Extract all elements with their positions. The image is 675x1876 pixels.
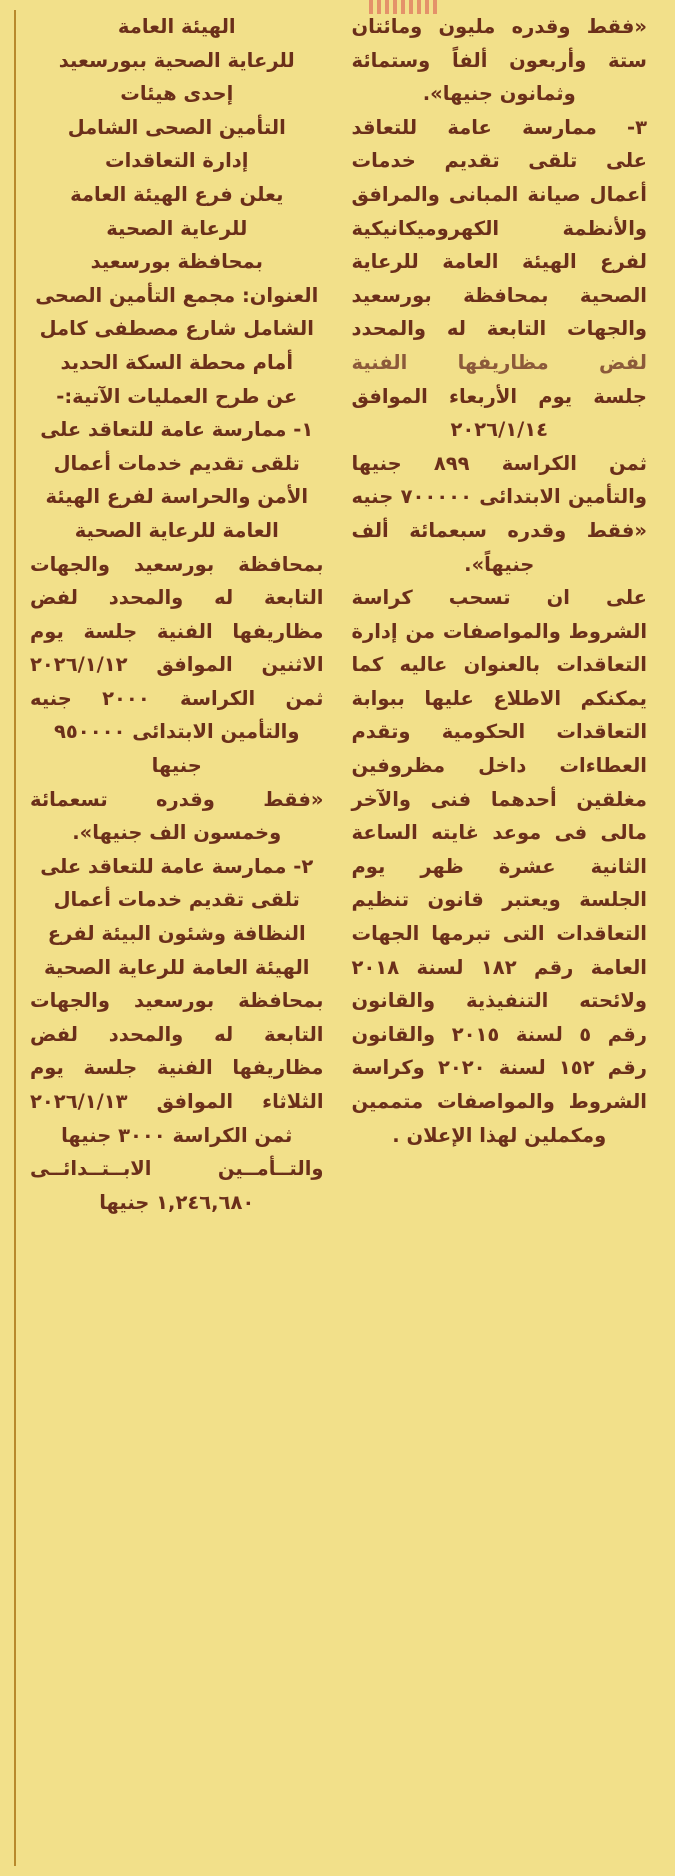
text-line: التأمين الصحى الشامل	[67, 115, 286, 139]
text-line: الثلاثاء الموافق ٢٠٢٦/١/١٣	[30, 1090, 324, 1113]
text-line: ١,٢٤٦,٦٨٠ جنيها	[99, 1190, 255, 1214]
text-line: بمحافظة بورسعيد والجهات	[30, 552, 324, 576]
text-line: النظافة وشئون البيئة لفرع	[47, 922, 306, 946]
text-line: جلسة يوم الأربعاء الموافق	[351, 384, 647, 408]
text-line: وثمانون جنيها».	[422, 82, 576, 106]
text-line: يمكنكم الاطلاع عليها ببوابة	[351, 686, 647, 710]
text-line: مالى فى موعد غايته الساعة	[351, 821, 647, 845]
top-red-mark-decoration	[369, 0, 439, 14]
text-line: التعاقدات التى تبرمها الجهات	[351, 922, 647, 946]
text-line: العامة للرعاية الصحية	[74, 518, 279, 542]
text-line: تلقى تقديم خدمات أعمال	[53, 888, 300, 912]
text-line: ١- ممارسة عامة للتعاقد على	[40, 418, 314, 442]
text-line: إدارة التعاقدات	[104, 149, 249, 173]
text-line: على تلقى تقديم خدمات	[351, 149, 647, 173]
text-line: ٢- ممارسة عامة للتعاقد على	[40, 854, 314, 878]
text-line: ثمن الكراسة ٨٩٩ جنيها	[351, 451, 647, 475]
text-line: أعمال صيانة المبانى والمرافق	[351, 182, 647, 206]
text-line: تلقى تقديم خدمات أعمال	[53, 451, 300, 475]
text-line: ستة وأربعون ألفاً وستمائة	[351, 48, 647, 72]
text-line: العطاءات داخل مظروفين	[351, 754, 647, 778]
text-line: بمحافظة بورسعيد	[90, 250, 263, 274]
text-line: مظاريفها الفنية جلسة يوم	[30, 619, 324, 643]
text-line: يعلن فرع الهيئة العامة	[70, 182, 284, 206]
text-line: مظاريفها الفنية جلسة يوم	[30, 1056, 324, 1080]
text-line: الشامل شارع مصطفى كامل	[39, 317, 314, 341]
text-line: والجهات التابعة له والمحدد	[351, 317, 647, 341]
text-line: الهيئة العامة	[117, 15, 236, 38]
text-line: عن طرح العمليات الآتية:-	[56, 384, 298, 408]
text-line: «فقط وقدره تسعمائة	[30, 787, 324, 811]
text-line: العامة رقم ١٨٢ لسنة ٢٠١٨	[351, 955, 647, 979]
text-line: الأمن والحراسة لفرع الهيئة	[45, 485, 309, 509]
text-line: والتأمين الابتدائى ٩٥٠٠٠٠ جنيها	[54, 720, 300, 778]
text-line: الصحية بمحافظة بورسعيد	[351, 283, 647, 307]
text-line: رقم ١٥٢ لسنة ٢٠٢٠ وكراسة	[351, 1056, 647, 1080]
right-text-column	[14, 10, 338, 1866]
text-line: والتــأمــين الابــتــدائــى	[30, 1157, 324, 1181]
text-line: جنيهاً».	[464, 552, 535, 576]
text-line: الاثنين الموافق ٢٠٢٦/١/١٢	[30, 653, 324, 677]
text-line: الشروط والمواصفات من إدارة	[351, 619, 647, 643]
text-line: للرعاية الصحية ببورسعيد	[58, 48, 295, 72]
text-line: أمام محطة السكة الحديد	[60, 350, 294, 374]
text-line: ولائحته التنفيذية والقانون	[351, 989, 647, 1013]
text-line: إحدى هيئات	[120, 82, 234, 106]
text-line: التابعة له والمحدد لفض	[30, 1022, 324, 1046]
text-line: لفرع الهيئة العامة للرعاية	[351, 250, 647, 274]
text-line: ٣- ممارسة عامة للتعاقد	[351, 115, 647, 139]
text-line: الشروط والمواصفات متممين	[351, 1090, 647, 1113]
text-line: رقم ٥ لسنة ٢٠١٥ والقانون	[351, 1022, 648, 1046]
text-line: «فقط وقدره سبعمائة ألف	[351, 518, 647, 542]
text-line: التابعة له والمحدد لفض	[30, 586, 324, 610]
text-line: ٢٠٢٦/١/١٤	[450, 418, 549, 442]
text-line: الثانية عشرة ظهر يوم	[351, 854, 647, 878]
text-line: على ان تسحب كراسة	[351, 586, 647, 610]
text-line: الهيئة العامة للرعاية الصحية	[44, 955, 310, 979]
text-line: العنوان: مجمع التأمين الصحى	[35, 283, 319, 307]
text-line: ومكملين لهذا الإعلان .	[392, 1123, 607, 1147]
text-line: مغلقين أحدهما فنى والآخر	[351, 787, 647, 811]
text-line: لفض مظاريفها الفنية	[351, 350, 647, 374]
text-line: والأنظمة الكهروميكانيكية	[351, 216, 647, 240]
text-line: «فقط وقدره مليون ومائتان	[351, 15, 647, 38]
left-text-column	[338, 10, 662, 1866]
text-line: والتأمين الابتدائى ٧٠٠٠٠٠ جنيه	[351, 485, 647, 509]
text-line: ثمن الكراسة ٢٠٠٠ جنيه	[30, 686, 324, 710]
text-line: ثمن الكراسة ٣٠٠٠ جنيها	[61, 1123, 293, 1147]
text-line: الجلسة ويعتبر قانون تنظيم	[351, 888, 647, 912]
text-line: التعاقدات الحكومية وتقدم	[351, 720, 647, 744]
text-line: بمحافظة بورسعيد والجهات	[30, 989, 324, 1013]
text-line: للرعاية الصحية	[106, 216, 248, 240]
text-line: التعاقدات بالعنوان عاليه كما	[351, 653, 647, 677]
text-line: وخمسون الف جنيها».	[72, 821, 282, 845]
